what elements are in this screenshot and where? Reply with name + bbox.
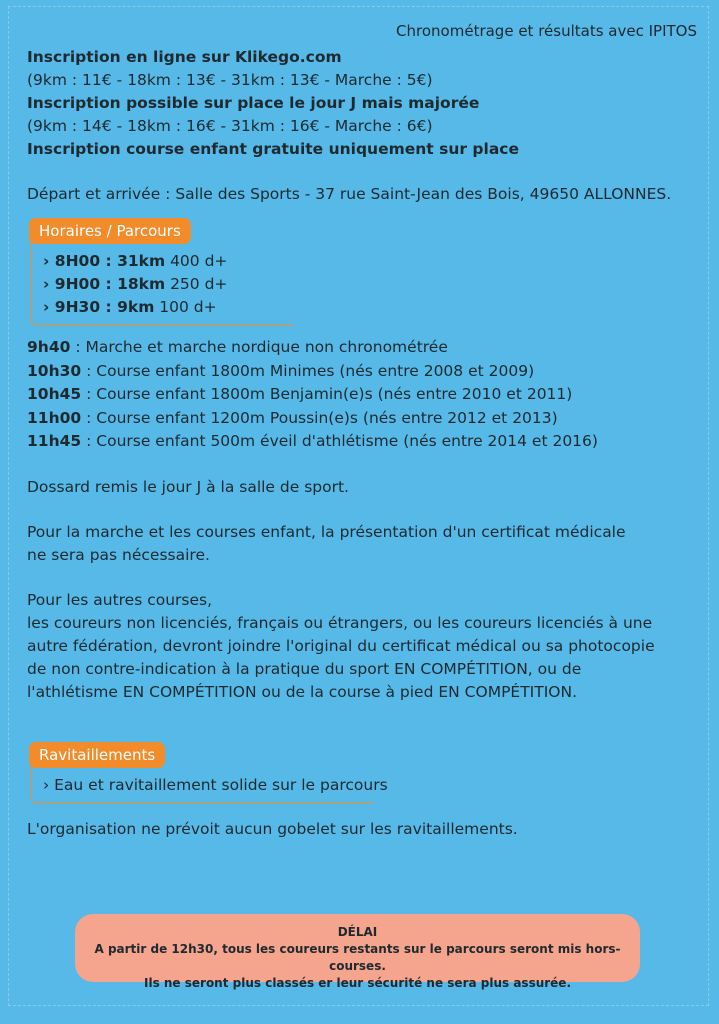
gobelet-note: L'organisation ne prévoit aucun gobelet sur les ravitaillements. — [27, 819, 518, 838]
schedule-item: 11h45 : Course enfant 500m éveil d'athlétisme (nés entre 2014 et 2016) — [27, 432, 598, 450]
schedule-item: 11h00 : Course enfant 1200m Poussin(e)s (nés entre 2012 et 2013) — [27, 408, 558, 427]
ravitaillements-section — [30, 744, 388, 804]
other-races-line: de non contre-indication à la pratique du sport EN COMPÉTITION, ou de — [27, 659, 582, 678]
other-races-note — [27, 589, 707, 704]
kids-registration: Inscription course enfant gratuite uniquement sur place — [27, 140, 519, 158]
other-races-line: autre fédération, devront joindre l'original du certificat médical ou sa photocopie — [27, 636, 655, 655]
course-item: › 8H00 : 31km 400 d+ — [43, 252, 228, 270]
certificat-line: ne sera pas nécessaire. — [27, 545, 210, 564]
ravitaillement-item: › Eau et ravitaillement solide sur le parcours — [43, 775, 388, 794]
onsite-prices: (9km : 14€ - 18km : 16€ - 31km : 16€ - Marche : 6€) — [27, 117, 433, 135]
schedule-item: 9h40 : Marche et marche nordique non chronométrée — [27, 338, 448, 356]
course-item: › 9H30 : 9km 100 d+ — [43, 298, 217, 316]
delai-title: DÉLAI — [337, 925, 378, 939]
schedule-item: 10h45 : Course enfant 1800m Benjamin(e)s (nés entre 2010 et 2011) — [27, 385, 573, 403]
delai-line: Ils ne seront plus classés er leur sécurité ne sera plus assurée. — [143, 976, 572, 990]
other-races-line: Pour les autres courses, — [27, 590, 213, 609]
start-finish-location: Départ et arrivée : Salle des Sports - 37 rue Saint-Jean des Bois, 49650 ALLONNES. — [27, 185, 672, 203]
other-races-line: les coureurs non licenciés, français ou étrangers, ou les coureurs licenciés à une — [27, 613, 653, 632]
horaires-section — [30, 220, 293, 326]
online-registration: Inscription en ligne sur Klikego.com — [27, 48, 342, 66]
other-races-line: l'athlétisme EN COMPÉTITION ou de la course à pied EN COMPÉTITION. — [27, 682, 578, 701]
horaires-title: Horaires / Parcours — [29, 218, 191, 244]
online-prices: (9km : 11€ - 18km : 13€ - 31km : 13€ - Marche : 5€) — [27, 71, 433, 89]
certificat-line: Pour la marche et les courses enfant, la présentation d'un certificat médicale — [27, 522, 626, 541]
chrono-note: Chronométrage et résultats avec IPITOS — [396, 22, 697, 40]
certificat-note — [27, 521, 707, 567]
onsite-registration: Inscription possible sur place le jour J mais majorée — [27, 94, 480, 112]
flyer-content — [27, 22, 707, 841]
dossard-note: Dossard remis le jour J à la salle de sport. — [27, 477, 349, 496]
schedule-list — [27, 336, 707, 454]
schedule-item: 10h30 : Course enfant 1800m Minimes (nés entre 2008 et 2009) — [27, 361, 535, 380]
course-item: › 9H00 : 18km 250 d+ — [43, 275, 228, 293]
ravitaillements-title: Ravitaillements — [29, 742, 165, 768]
delai-line: A partir de 12h30, tous les coureurs restants sur le parcours seront mis hors-courses. — [94, 942, 621, 973]
delai-box — [75, 914, 640, 990]
